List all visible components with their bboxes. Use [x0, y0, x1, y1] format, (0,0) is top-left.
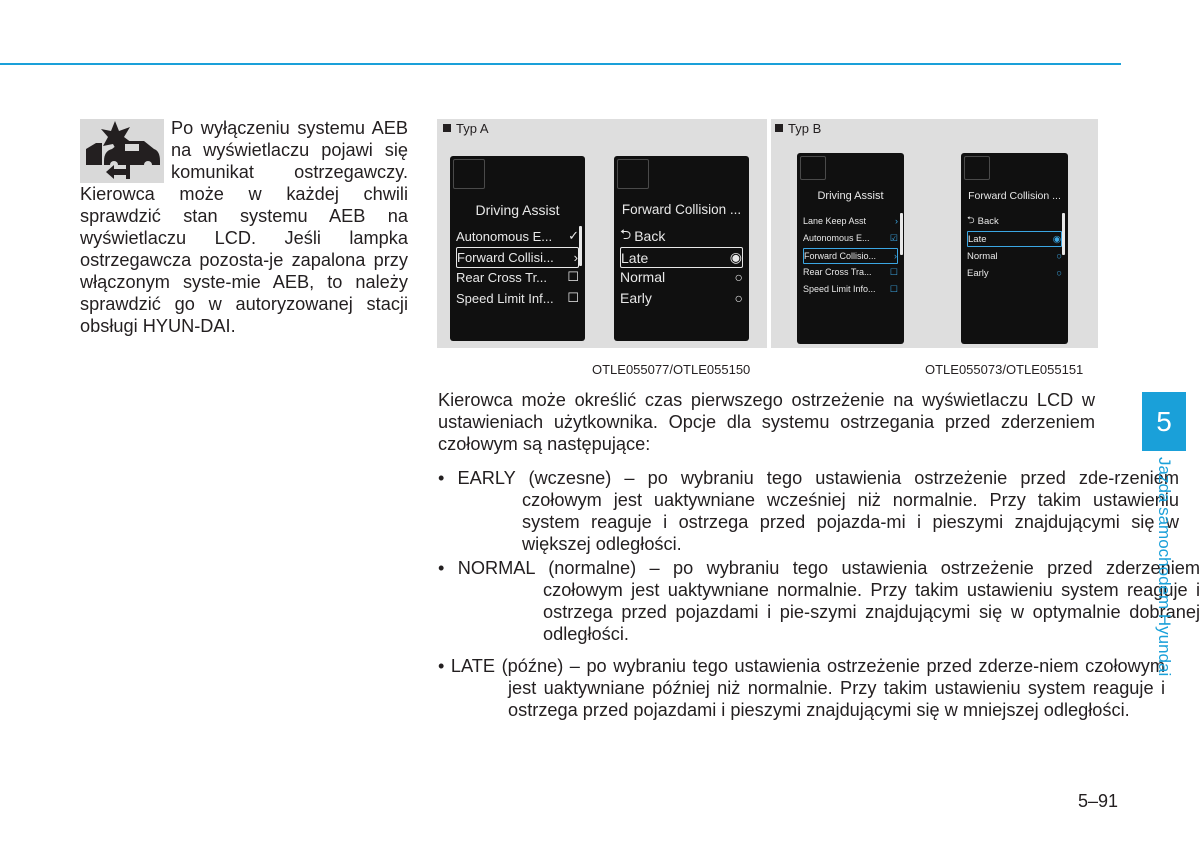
corner-box [800, 156, 826, 180]
menu-row [967, 249, 1062, 263]
menu-row [620, 289, 743, 307]
menu-row-selected [803, 248, 898, 264]
checkbox-empty-icon: ☐ [889, 266, 898, 277]
intro-paragraph: Kierowca może określić czas pierwszego ostrzeżenie na wyświetlaczu LCD w ustawieniach użytkownika. Opcje dla systemu ostrzegania przed zderzeniem czołowym są następujące: [438, 390, 1095, 454]
radio-selected-icon: ◉ [729, 249, 742, 265]
menu-row-selected [620, 247, 743, 268]
menu-row-label: Rear Cross Tr... [456, 269, 548, 285]
bullet-early: • EARLY (wczesne) – po wybraniu tego ustawienia ostrzeżenie przed zde-rzeniem czołowym jest uaktywniane wcześniej niż normalnie. Przy takim ustawieniu system reaguje i ostrzega przed pojazda-mi i pieszymi znajdującymi się w większej odległości. [438, 468, 1179, 554]
menu-row-label: Early [967, 267, 989, 279]
screen-title: Forward Collision ... [621, 202, 742, 217]
menu-row [803, 282, 898, 296]
menu-row [803, 214, 898, 228]
chapter-title [1152, 457, 1176, 697]
screen-b-forward-collision [961, 153, 1068, 344]
corner-box [964, 156, 990, 180]
menu-row-label: Late [968, 233, 987, 245]
type-a-label-text: Typ A [456, 121, 489, 136]
type-b-label [775, 121, 821, 136]
figure-code-a: OTLE055077/OTLE055150 [592, 362, 751, 377]
checkbox-empty-icon: ☐ [567, 269, 579, 284]
menu-row-label: Autonomous E... [803, 233, 870, 243]
radio-empty-icon: ○ [1056, 250, 1062, 262]
checkbox-checked-icon: ✓ [568, 228, 579, 243]
menu-row-label: Normal [620, 269, 666, 285]
menu-row [803, 265, 898, 279]
corner-box [453, 159, 485, 189]
checkbox-empty-icon: ☐ [567, 290, 579, 305]
chevron-right-icon: › [573, 250, 578, 265]
menu-row-label: Forward Collisi... [457, 250, 554, 265]
figure-divider [767, 119, 771, 348]
scrollbar [579, 226, 582, 266]
chevron-right-icon: › [895, 216, 898, 226]
menu-row-label: Speed Limit Info... [803, 284, 876, 294]
menu-row-label: Speed Limit Inf... [456, 290, 554, 306]
screen-a-forward-collision [614, 156, 749, 341]
radio-selected-icon: ◉ [1052, 233, 1061, 245]
screen-title: Driving Assist [817, 190, 884, 202]
menu-row [456, 227, 579, 245]
checkbox-checked-icon: ☑ [889, 232, 898, 243]
chevron-right-icon: › [894, 251, 897, 261]
menu-row-label: Normal [967, 250, 998, 262]
corner-box [617, 159, 649, 189]
menu-row-label: Lane Keep Asst [803, 216, 867, 226]
menu-row-label: Early [620, 290, 652, 306]
scrollbar [900, 213, 903, 255]
chapter-title-text: Jazda samochodem Hyundai [1155, 457, 1174, 677]
menu-row [620, 268, 743, 286]
menu-row [967, 266, 1062, 280]
menu-row [803, 231, 898, 245]
radio-empty-icon: ○ [734, 290, 743, 306]
menu-row-label: Back [634, 227, 666, 244]
menu-row-label: Back [977, 215, 999, 227]
menu-row-back [967, 214, 1062, 228]
back-arrow-icon: ⮌ [620, 225, 632, 242]
bullet-late: • LATE (późne) – po wybraniu tego ustawienia ostrzeżenie przed zderze-niem czołowym jest uaktywniane później niż normalnie. Przy takim ustawieniu system reaguje i ostrzega przed pojazdami i pieszymi znajdującymi się w mniejszej odległości. [438, 656, 1165, 720]
figure-code-b: OTLE055073/OTLE055151 [925, 362, 1084, 377]
screen-title: Forward Collision ... [968, 190, 1061, 202]
back-arrow-icon: ⮌ [967, 215, 975, 226]
aeb-description-text: Po wyłączeniu systemu AEB na wyświetlaczu pojawi się komunikat ostrzegawczy. Kierowca może w każdej chwili sprawdzić stan systemu AEB na wyświetlaczu LCD. Jeśli lampka ostrzegawcza pozosta-je zapalona przy włączonym syste-mie AEB, to należy sprawdzić go w autoryzowanej stacji obsługi HYUN-DAI. [80, 118, 408, 336]
menu-row-label: Forward Collisio... [804, 251, 877, 261]
screen-b-driving-assist [797, 153, 904, 344]
type-a-label [443, 121, 489, 136]
header-rule [0, 63, 1121, 65]
bullet-normal: • NORMAL (normalne) – po wybraniu tego ustawienia ostrzeżenie przed zderzeniem czołowym jest uaktywniane normalnie. Przy takim ustawieniu system reaguje i ostrzega przed pojazdami i pie-szymi znajdującymi się w optymalnie dobranej odległości. [438, 558, 1200, 644]
menu-row-label: Rear Cross Tra... [803, 267, 872, 277]
screen-a-driving-assist [450, 156, 585, 341]
aeb-description [80, 117, 408, 337]
menu-row-label: Autonomous E... [456, 228, 553, 244]
menu-row-label: Late [621, 249, 649, 266]
menu-row-selected [967, 231, 1062, 247]
checkbox-empty-icon: ☐ [889, 283, 898, 294]
radio-empty-icon: ○ [734, 269, 743, 285]
menu-row-selected [456, 247, 579, 268]
scrollbar [1062, 213, 1065, 255]
menu-row [456, 268, 579, 286]
page-number: 5–91 [1078, 791, 1119, 811]
chapter-tab: 5 [1142, 392, 1186, 451]
screen-title: Driving Assist [475, 202, 560, 218]
radio-empty-icon: ○ [1056, 267, 1062, 279]
menu-row-back [620, 226, 743, 245]
type-b-label-text: Typ B [788, 121, 822, 136]
menu-row [456, 289, 579, 307]
